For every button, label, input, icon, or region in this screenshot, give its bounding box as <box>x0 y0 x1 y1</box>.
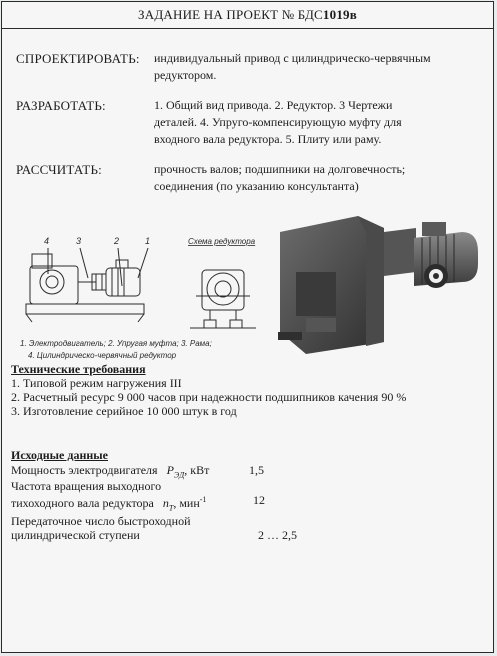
callout-2: 2 <box>114 236 120 246</box>
speed-unit: , мин <box>173 496 200 510</box>
speed-label: тихоходного вала редуктора <box>11 496 154 510</box>
technical-item-3: 3. Изготовление серийное 10 000 штук в год <box>11 404 237 418</box>
design-label: СПРОЕКТИРОВАТЬ: <box>16 51 140 66</box>
callout-4: 4 <box>44 236 50 246</box>
callout-3: 3 <box>76 236 82 246</box>
calculate-label: РАССЧИТАТЬ: <box>16 162 102 177</box>
speed-symbol: n <box>162 496 169 510</box>
drive-assembly-drawing <box>26 248 148 322</box>
power-unit: , кВт <box>184 463 210 477</box>
power-value: 1,5 <box>249 463 264 477</box>
initial-data-title: Исходные данные <box>11 448 108 462</box>
power-label: Мощность электродвигателя <box>11 463 158 477</box>
reducer-scheme-drawing <box>190 270 256 328</box>
speed-superscript: -1 <box>199 495 207 504</box>
ratio-value: 2 … 2,5 <box>258 528 297 542</box>
power-symbol: P <box>166 463 174 477</box>
sketch-legend-line1: 1. Электродвигатель; 2. Упругая муфта; 3. Рама; <box>20 339 212 348</box>
title-code: 1019в <box>322 7 357 22</box>
ratio-line-1: Передаточное число быстроходной <box>11 514 191 528</box>
technical-item-1: 1. Типовой режим нагружения III <box>11 376 182 390</box>
develop-label: РАЗРАБОТАТЬ: <box>16 98 106 113</box>
assignment-sheet <box>1 1 494 653</box>
scheme-label: Схема редуктора <box>188 237 256 246</box>
callout-1: 1 <box>145 236 151 246</box>
technical-requirements-title: Технические требования <box>11 362 146 376</box>
speed-value: 12 <box>253 493 265 507</box>
calculate-text: прочность валов; подшипники на долговечность; соединения (по указанию консультанта) <box>154 162 406 193</box>
gearmotor-photo <box>266 202 488 354</box>
sketch-legend-line2: 4. Цилиндрическо-червячный редуктор <box>28 351 177 360</box>
develop-text: 1. Общий вид привода. 2. Редуктор. 3 Чертежи деталей. 4. Упруго-компенсирующую муфту для входного вала редуктора. 5. Плиту или раму. <box>154 98 402 146</box>
design-text: индивидуальный привод с цилиндрическо-червячным редуктором. <box>154 51 431 82</box>
technical-item-2: 2. Расчетный ресурс 9 000 часов при надежности подшипников качения 90 % <box>11 390 407 404</box>
speed-line-1: Частота вращения выходного <box>11 479 162 493</box>
drive-sketch <box>18 234 263 369</box>
power-subscript: ЭД <box>173 470 185 480</box>
page-title <box>2 2 493 29</box>
speed-row <box>11 493 206 515</box>
title-prefix: ЗАДАНИЕ НА ПРОЕКТ № БДС <box>138 7 323 22</box>
ratio-line-2: цилиндрической ступени <box>11 528 140 542</box>
speed-subscript: Т <box>168 503 174 513</box>
